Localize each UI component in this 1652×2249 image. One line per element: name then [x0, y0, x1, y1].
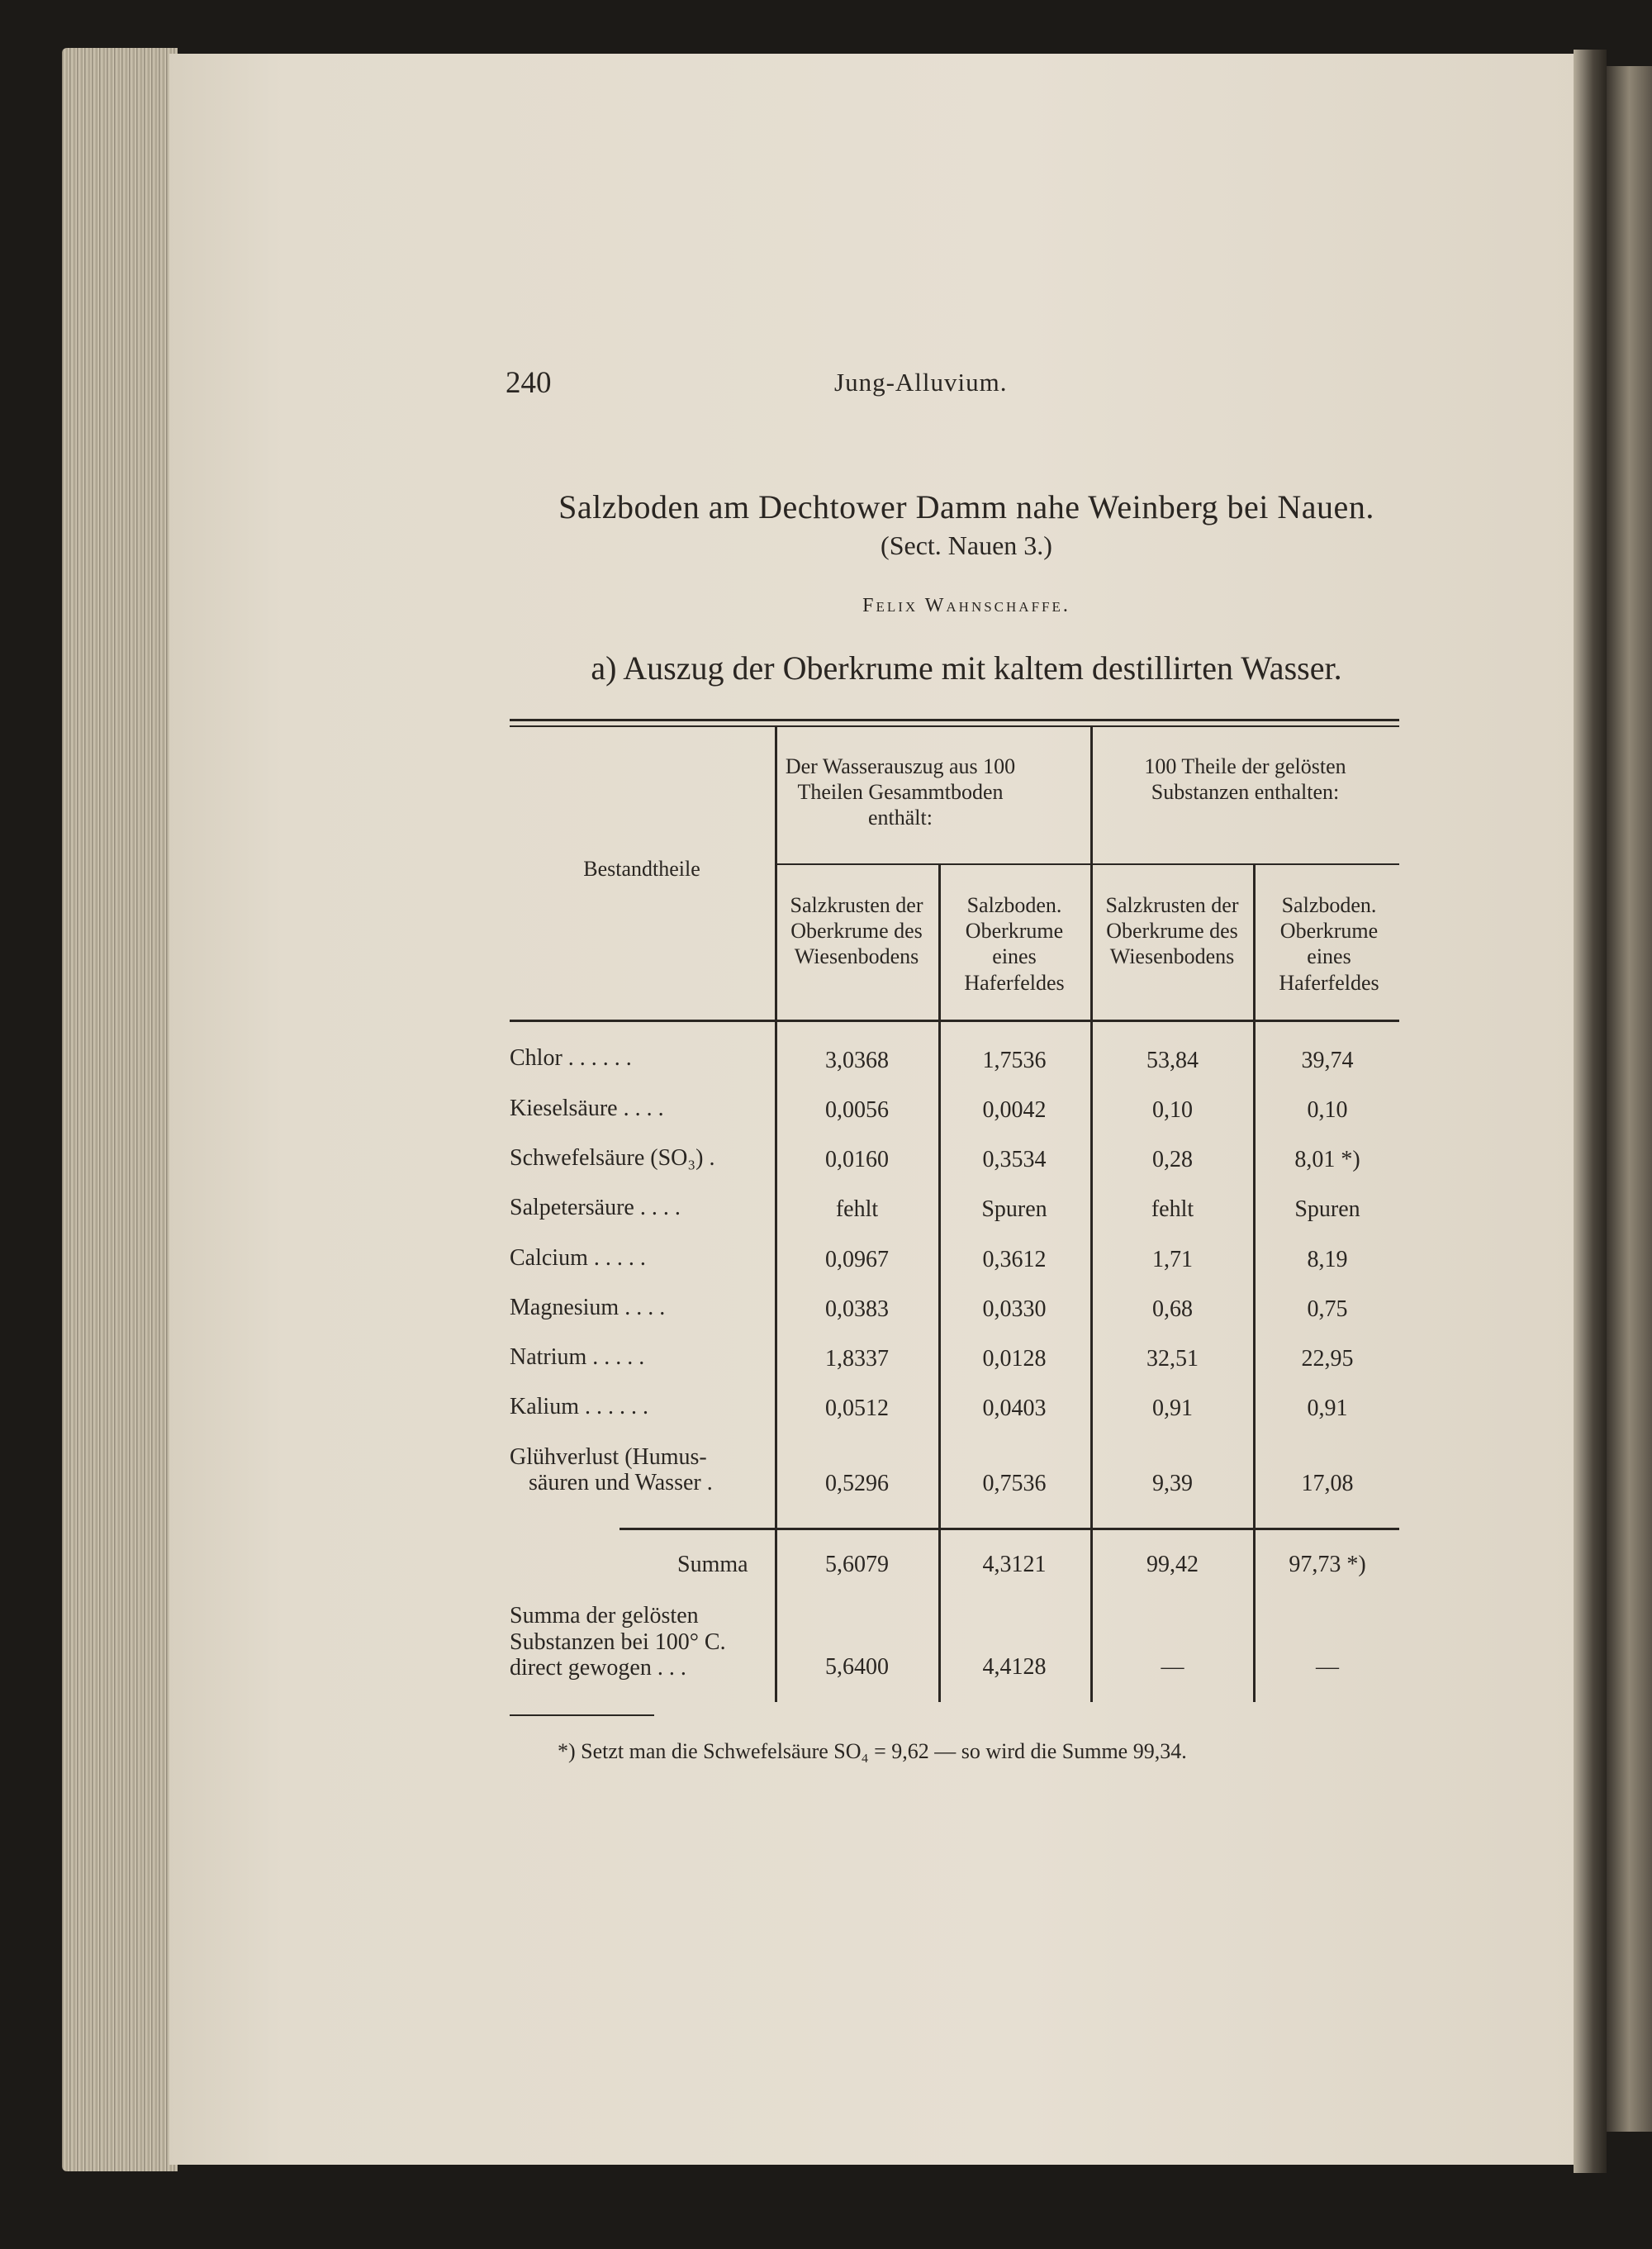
- table-cell: 0,91: [1152, 1396, 1193, 1421]
- table-cell: 0,0160: [825, 1147, 889, 1172]
- sum-row-label: Summa: [677, 1552, 748, 1577]
- table-cell: 0,75: [1307, 1296, 1348, 1322]
- opposite-page-edge: [1607, 66, 1652, 2132]
- sum-rule: [620, 1528, 1399, 1530]
- row-label: Magnesium . . . .: [510, 1295, 666, 1320]
- table-cell: 1,8337: [825, 1346, 889, 1372]
- table-cell: 0,91: [1307, 1396, 1348, 1421]
- page-number: 240: [506, 366, 552, 400]
- table-cell: 39,74: [1301, 1048, 1354, 1073]
- row-label: Kalium . . . . . .: [510, 1394, 648, 1419]
- table-cell: 0,0967: [825, 1247, 889, 1272]
- row-label: Glühverlust (Humus-: [510, 1444, 707, 1470]
- table-cell: 0,7536: [982, 1471, 1047, 1496]
- table-cell: 3,0368: [825, 1048, 889, 1073]
- footnote-rule: [510, 1714, 654, 1716]
- table-cell: 9,39: [1152, 1471, 1193, 1496]
- table-cell: 8,19: [1307, 1247, 1348, 1272]
- column-header-2: Salzboden. Oberkrume eines Haferfeldes: [964, 893, 1065, 995]
- table-cell: 4,4128: [982, 1654, 1047, 1680]
- table-cell: Spuren: [981, 1196, 1047, 1222]
- table-cell: 22,95: [1301, 1346, 1354, 1372]
- row-label: Natrium . . . . .: [510, 1344, 645, 1370]
- table-cell: 1,71: [1152, 1247, 1193, 1272]
- row-label: Schwefelsäure (SO₃) .: [510, 1145, 715, 1171]
- table-cell: 0,0383: [825, 1296, 889, 1322]
- row-label: Calcium . . . . .: [510, 1245, 646, 1271]
- table-cell: 0,68: [1152, 1296, 1193, 1322]
- column-header-3: Salzkrusten der Oberkrume des Wiesenbodens: [1105, 893, 1239, 969]
- table-cell: 0,3534: [982, 1147, 1047, 1172]
- table-cell: —: [1161, 1654, 1184, 1680]
- table-top-rule: [510, 719, 1399, 721]
- column-header-1: Salzkrusten der Oberkrume des Wiesenbodens: [790, 893, 923, 969]
- table-cell: 0,0042: [982, 1097, 1047, 1123]
- table-cell: 0,0128: [982, 1346, 1047, 1372]
- table-cell: fehlt: [835, 1196, 879, 1222]
- running-head: Jung-Alluvium.: [834, 368, 1008, 397]
- book-gutter: [1574, 50, 1607, 2173]
- table-cell: 1,7536: [982, 1048, 1047, 1073]
- page-subtitle: (Sect. Nauen 3.): [881, 530, 1052, 560]
- group-header-extract: Der Wasserauszug aus 100 Theilen Gesammtboden enthält:: [785, 754, 1016, 830]
- table-cell: 0,28: [1152, 1147, 1193, 1172]
- table-cell: 4,3121: [982, 1552, 1047, 1577]
- table-cell: 0,3612: [982, 1247, 1047, 1272]
- table-cell: 0,0056: [825, 1097, 889, 1123]
- table-cell: 32,51: [1146, 1346, 1199, 1372]
- column-header-4: Salzboden. Oberkrume eines Haferfeldes: [1279, 893, 1379, 995]
- table-top-rule-2: [510, 725, 1399, 727]
- group-divider-rule: [776, 863, 1399, 865]
- row-header: Bestandtheile: [583, 857, 700, 881]
- group-header-dissolved: 100 Theile der gelösten Substanzen enthalten:: [1144, 754, 1346, 805]
- table-cell: 8,01 *): [1294, 1147, 1360, 1172]
- book-page-edges: [62, 48, 178, 2171]
- table-cell: 53,84: [1146, 1048, 1199, 1073]
- table-cell: 0,0403: [982, 1396, 1047, 1421]
- header-bottom-rule: [510, 1020, 1399, 1022]
- table-cell: 0,10: [1307, 1097, 1348, 1123]
- section-heading: a) Auszug der Oberkrume mit kaltem destillirten Wasser.: [591, 649, 1342, 687]
- table-cell: fehlt: [1151, 1196, 1194, 1222]
- table-cell: 17,08: [1301, 1471, 1354, 1496]
- table-cell: —: [1316, 1654, 1339, 1680]
- table-cell: 97,73 *): [1289, 1552, 1366, 1577]
- author-name: Felix Wahnschaffe.: [862, 595, 1070, 616]
- table-cell: 0,0512: [825, 1396, 889, 1421]
- direct-row-label: Summa der gelösten: [510, 1603, 699, 1629]
- table-cell: 0,0330: [982, 1296, 1047, 1322]
- table-cell: Spuren: [1294, 1196, 1360, 1222]
- table-cell: 5,6400: [825, 1654, 889, 1680]
- table-cell: 0,5296: [825, 1471, 889, 1496]
- row-label: Chlor . . . . . .: [510, 1045, 632, 1071]
- direct-row-label-line3: direct gewogen . . .: [510, 1655, 686, 1681]
- direct-row-label-line2: Substanzen bei 100° C.: [510, 1629, 726, 1655]
- row-label-continuation: säuren und Wasser .: [529, 1470, 713, 1495]
- page-title: Salzboden am Dechtower Damm nahe Weinberg bei Nauen.: [558, 488, 1374, 525]
- footnote: *) Setzt man die Schwefelsäure SO₄ = 9,62 — so wird die Summe 99,34.: [558, 1739, 1187, 1763]
- table-cell: 99,42: [1146, 1552, 1199, 1577]
- row-label: Salpetersäure . . . .: [510, 1195, 681, 1220]
- table-cell: 5,6079: [825, 1552, 889, 1577]
- row-label: Kieselsäure . . . .: [510, 1096, 664, 1121]
- table-cell: 0,10: [1152, 1097, 1193, 1123]
- column-rule-2: [938, 865, 941, 1702]
